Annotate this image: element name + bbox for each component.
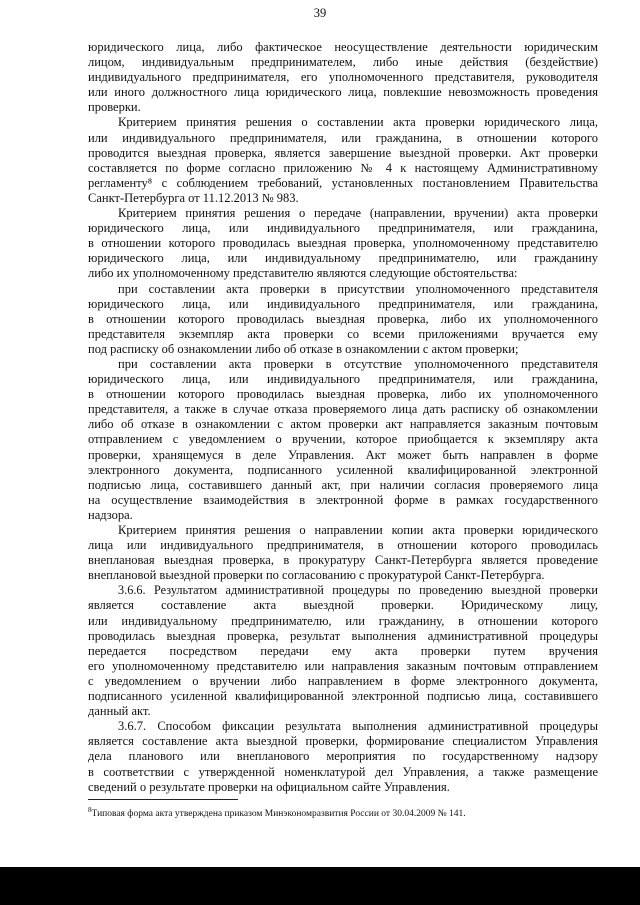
text-line: лица или индивидуального предпринимателя, в отношении которого проводилась [88, 538, 598, 553]
text-line: проводится выездная проверка, является завершение выездной проверки. Акт проверки [88, 145, 598, 160]
text-line: лицом, индивидуальным предпринимателем, либо иные действия (бездействие) [88, 55, 598, 70]
text-line: в отношении которого проводилась выездная проверка, либо их уполномоченного [88, 387, 598, 402]
text-line: подписанного усиленной квалифицированной электронной подписью лица, составившего [88, 689, 598, 704]
text-line: 3.6.7. Способом фиксации результата выполнения административной процедуры [118, 719, 598, 734]
text-line: электронного документа, подписанного усиленной квалифицированной электронной [88, 462, 598, 477]
text-line: в отношении которого проводилась выездная проверка, уполномоченному представителю [88, 236, 598, 251]
text-line: Критерием принятия решения о передаче (направлении, вручении) акта проверки [118, 206, 598, 221]
page-number: 39 [313, 6, 327, 20]
body-text [88, 40, 598, 795]
text-line: либо об отказе в ознакомлении с актом проверки акт направляется заказным почтовым [88, 417, 598, 432]
text-line: или индивидуальному предпринимателю, или гражданину, в отношении которого [88, 613, 598, 628]
text-line: внеплановой выездной проверки по согласованию с прокуратурой Санкт-Петербурга. [88, 568, 545, 583]
scan-bottom-edge [0, 867, 640, 905]
text-line: сведений о результате проверки на официальном сайте Управления. [88, 779, 450, 794]
text-line: индивидуального предпринимателя, его уполномоченного представителя, руководителя [88, 70, 598, 85]
text-line: передается посредством передачи ему акта проверки путем вручения [88, 643, 598, 658]
text-line: на осуществление взаимодействия в электронной форме в рамках государственного [88, 492, 598, 507]
text-line: проверки. [88, 100, 141, 115]
text-line: юридического лица, или индивидуального предпринимателя, или гражданина, [88, 221, 598, 236]
text-line: в соответствии с утвержденной номенклатурой дел Управления, а также размещение [88, 764, 598, 779]
text-line: представителя, а также в случае отказа проверяемого лица дать расписку об ознакомлении [88, 402, 598, 417]
text-line: регламенту⁸ с соблюдением требований, установленных постановлением Правительства [88, 175, 598, 190]
text-line: при составлении акта проверки в отсутствие уполномоченного представителя [118, 356, 598, 371]
text-line: составляется по форме согласно приложению № 4 к настоящему Административному [88, 160, 598, 175]
text-line: внеплановая выездная проверка, в прокуратуру Санкт-Петербурга является проведение [88, 553, 598, 568]
text-line: подписью лица, составившего данный акт, при наличии согласия проверяемого лица [88, 477, 598, 492]
text-line: Критерием принятия решения о составлении акта проверки юридического лица, [118, 115, 598, 130]
text-line: или индивидуального предпринимателя, или гражданина, в отношении которого [88, 130, 598, 145]
text-line: Санкт-Петербурга от 11.12.2013 № 983. [88, 190, 299, 205]
text-line: Критерием принятия решения о направлении копии акта проверки юридического [118, 523, 598, 537]
text-line: юридического лица, или индивидуальному предпринимателю, или гражданину [88, 251, 598, 266]
text-line: либо их уполномоченному представителю являются следующие обстоятельства: [88, 266, 518, 281]
text-line: при составлении акта проверки в присутствии уполномоченного представителя [118, 281, 598, 296]
text-line: с уведомлением о вручении либо направлением в форме электронного документа, [88, 673, 598, 688]
footnote [88, 804, 598, 820]
text-line: или иного должностного лица юридического лица, повлекшие невозможность проведения [88, 85, 598, 100]
text-line: является составление акта выездной проверки. Юридическому лицу, [88, 598, 598, 613]
text-line: данный акт. [88, 704, 151, 719]
text-line: его уполномоченному представителю или направления заказным почтовым отправлением [88, 658, 598, 673]
footnote-text: Типовая форма акта утверждена приказом Минэкономразвития России от 30.04.2009 № 141. [91, 809, 466, 820]
text-line: проводилась выездная проверка, результат выполнения административной процедуры [88, 628, 598, 643]
text-line: представителя экземпляр акта проверки со всеми приложениями вручается ему [88, 326, 598, 341]
text-line: надзора. [88, 507, 133, 522]
text-line: проверки, хранящемуся в деле Управления. Акт может быть направлен в форме [88, 447, 598, 462]
text-line: юридического лица, или индивидуального предпринимателя, или гражданина, [88, 372, 598, 387]
text-line: юридического лица, либо фактическое неосуществление деятельности юридическим [88, 40, 598, 54]
text-line: юридического лица, или индивидуального предпринимателя, или гражданина, [88, 296, 598, 311]
text-line: в отношении которого проводилась выездная проверка, либо их уполномоченного [88, 311, 598, 326]
text-line: отправлением с уведомлением о вручении, которое приобщается к экземпляру акта [88, 432, 598, 447]
text-line: под расписку об ознакомлении либо об отказе в ознакомлении с актом проверки; [88, 341, 519, 356]
footnote-marker: 8 [88, 806, 92, 814]
footnote-divider [88, 799, 238, 800]
text-line: дела планового или внепланового мероприятия по государственному надзору [88, 749, 598, 764]
text-line: является составление акта выездной проверки, формирование специалистом Управления [88, 734, 598, 749]
text-line: 3.6.6. Результатом административной процедуры по проведению выездной проверки [118, 583, 598, 598]
